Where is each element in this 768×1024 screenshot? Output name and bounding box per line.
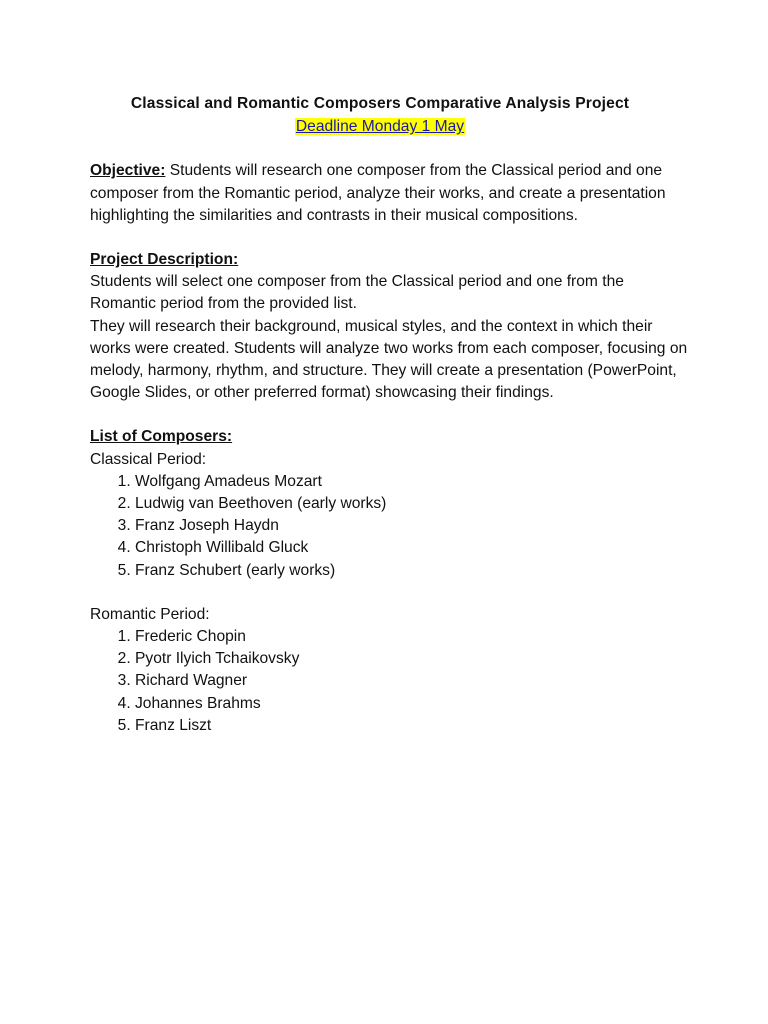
list-item: 1. Wolfgang Amadeus Mozart [135, 471, 690, 493]
deadline-line [50, 116, 710, 138]
objective-text: Students will research one composer from the Classical period and one composer from the Romantic period, analyze their works, and create a presentation highlighting the similarities and contrasts in their musical compositions. [90, 162, 666, 224]
list-item: 4. Johannes Brahms [135, 693, 690, 715]
description-paragraph-2: They will research their background, musical styles, and the context in which their works were created. Students will analyze two works from each composer, focusing on melody, harmony, rhythm, and structure. They will create a presentation (PowerPoint, Google Slides, or other preferred format) showcasing their findings. [90, 317, 688, 402]
list-item: 1. Frederic Chopin [135, 626, 690, 648]
classical-composer-list [90, 471, 690, 582]
classical-period-label: Classical Period: [90, 450, 207, 468]
list-item: 2. Ludwig van Beethoven (early works) [135, 493, 690, 515]
spacer [90, 138, 690, 160]
list-item: 3. Franz Joseph Haydn [135, 515, 690, 537]
description-heading: Project Description: [90, 251, 239, 269]
spacer [90, 582, 690, 604]
list-item: 5. Franz Schubert (early works) [135, 560, 690, 582]
list-item: 2. Pyotr Ilyich Tchaikovsky [135, 648, 690, 670]
deadline-link[interactable]: Deadline Monday 1 May [295, 118, 465, 136]
spacer [90, 404, 690, 426]
document-title: Classical and Romantic Composers Comparative Analysis Project [130, 95, 630, 112]
spacer [90, 227, 690, 249]
list-item: 4. Christoph Willibald Gluck [135, 537, 690, 559]
composers-heading: List of Composers: [90, 428, 233, 446]
list-item: 5. Franz Liszt [135, 715, 690, 737]
romantic-period-label: Romantic Period: [90, 605, 210, 623]
romantic-composer-list [90, 626, 690, 737]
description-paragraph-1: Students will select one composer from the Classical period and one from the Romantic period from the provided list. [90, 273, 624, 313]
list-item: 3. Richard Wagner [135, 670, 690, 692]
document-page [90, 93, 690, 737]
objective-paragraph [90, 160, 690, 227]
objective-label: Objective: [90, 162, 166, 180]
